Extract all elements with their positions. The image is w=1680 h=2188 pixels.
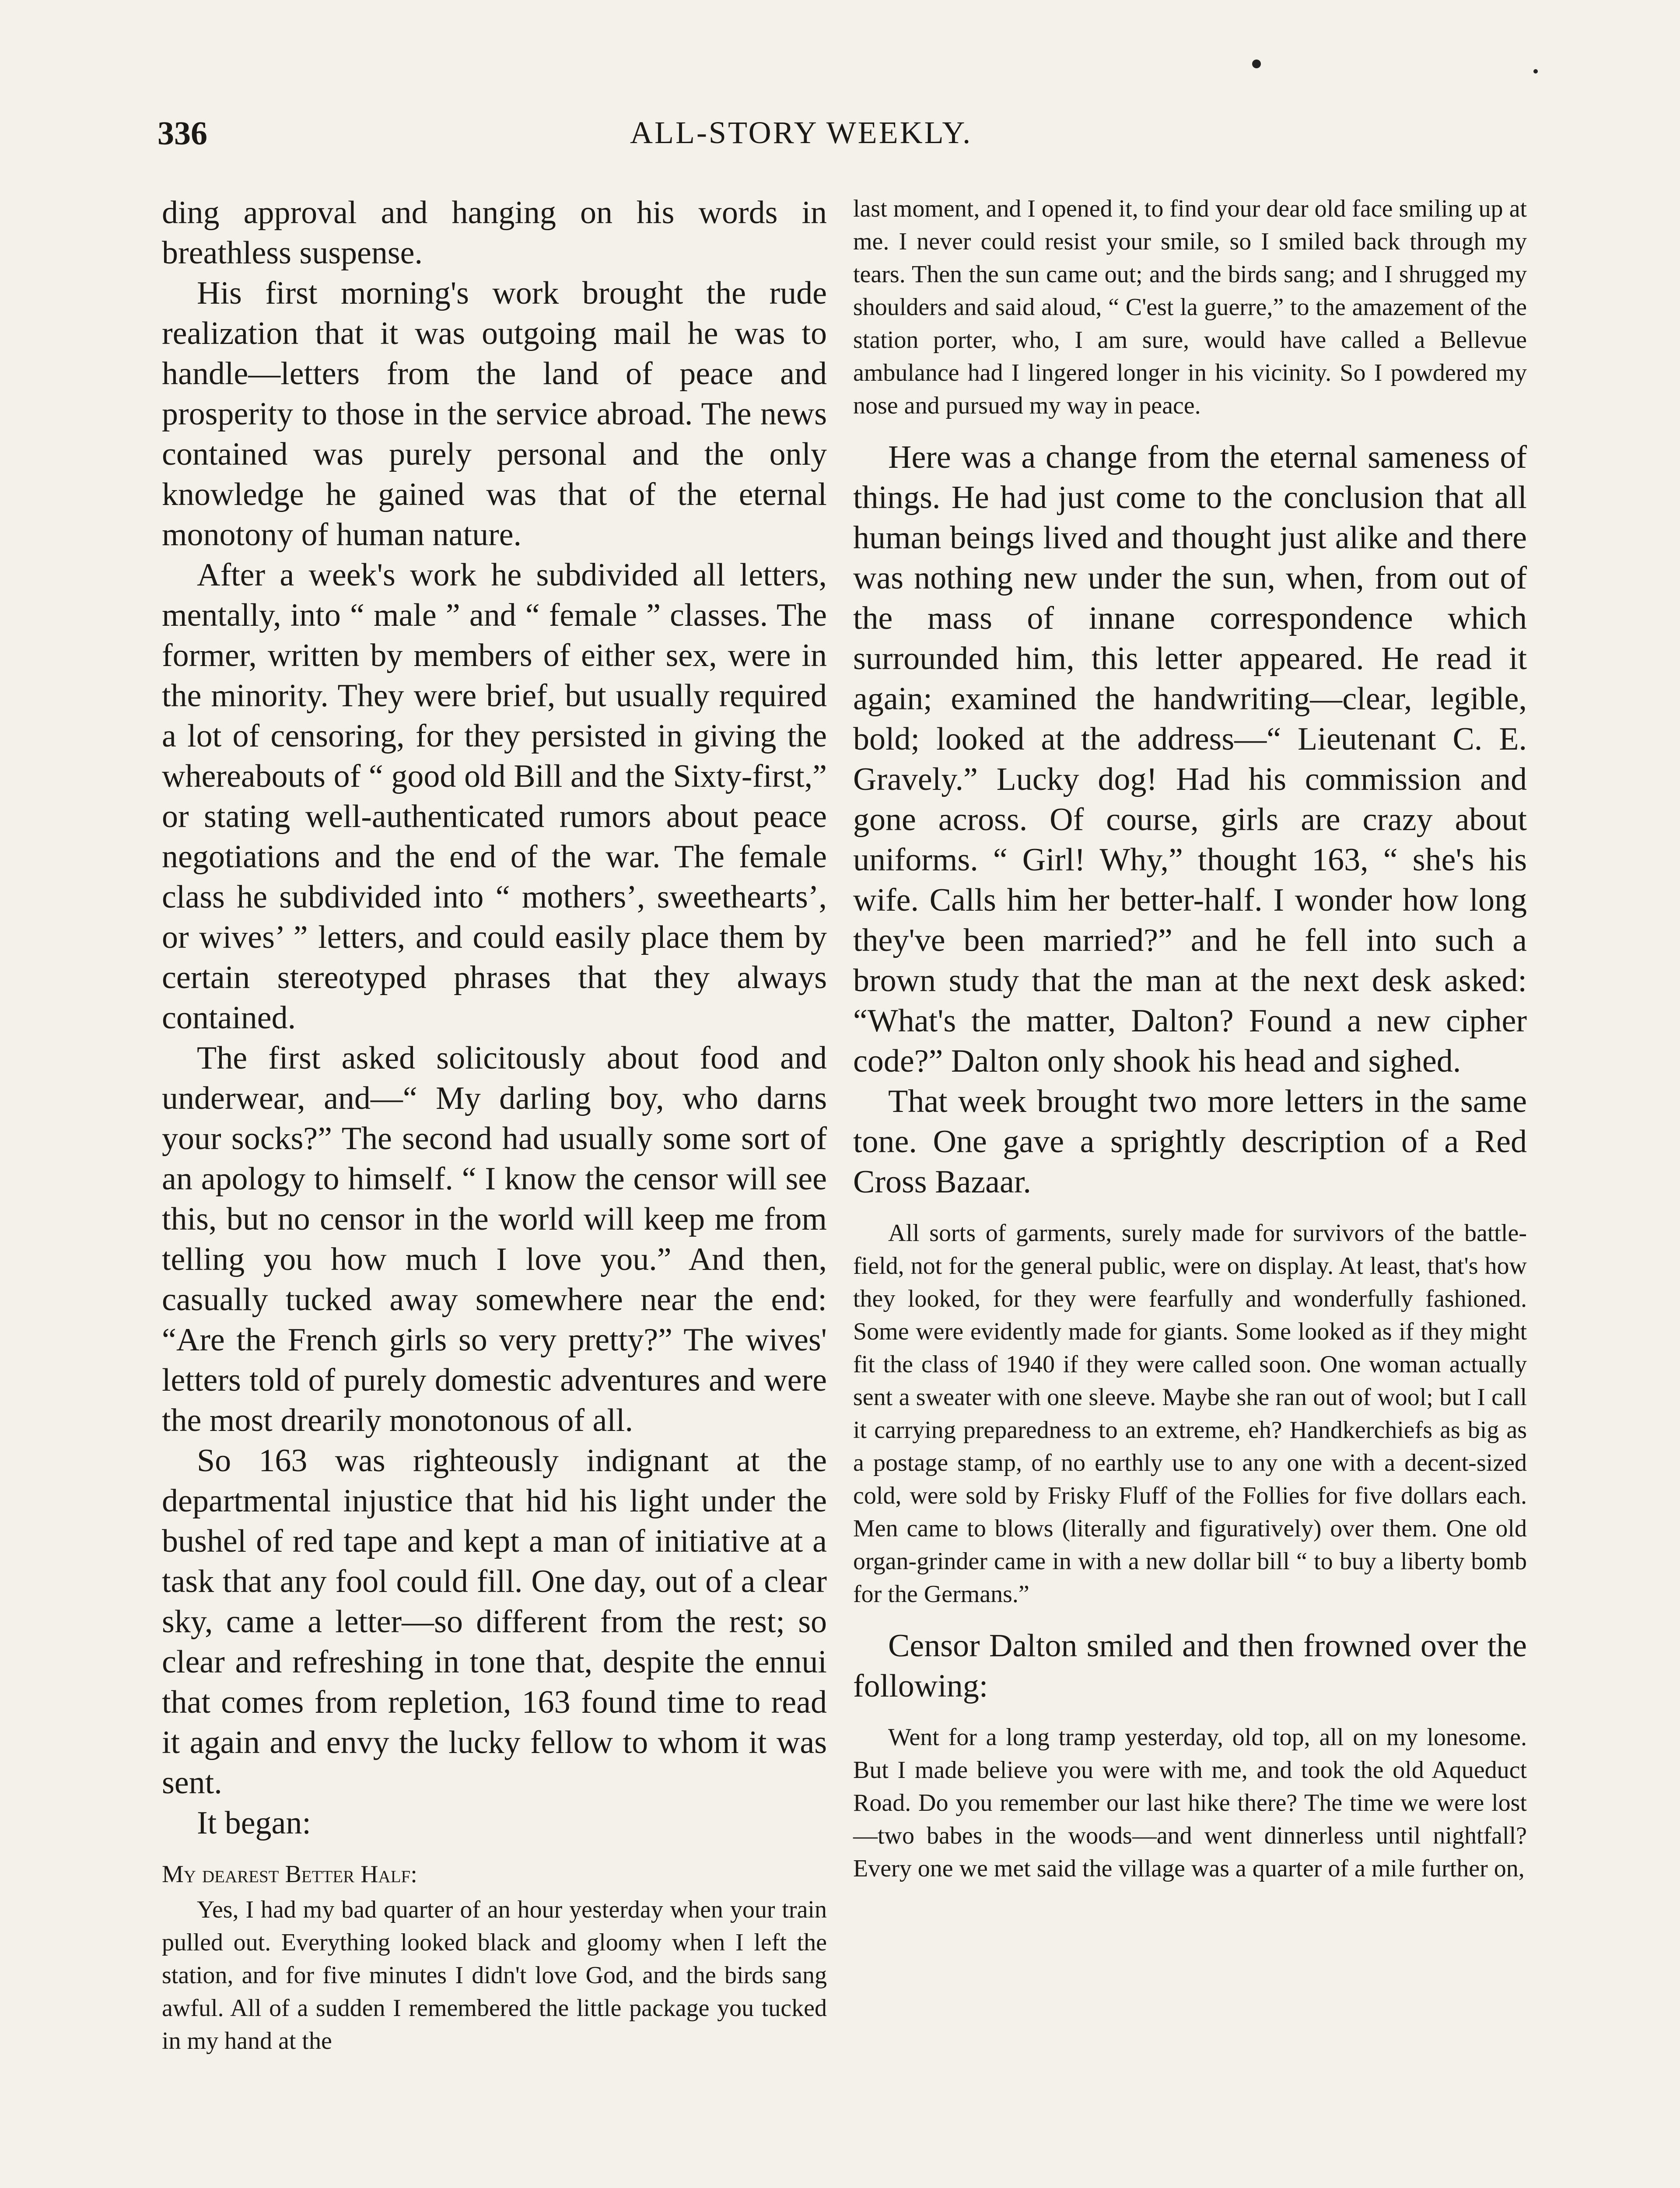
paragraph: That week brought two more letters in the same tone. One gave a sprightly description of a Red Cross Bazaar. <box>853 1083 1527 1200</box>
quoted-letter: Yes, I had my bad quarter of an hour yesterday when your train pulled out. Everything looked black and gloomy when I left the station, and for five minutes I didn't love God, and the birds sang awful. All of a sudden I remembered the little package you tucked in my hand at the <box>162 1896 827 2055</box>
paragraph: Censor Dalton smiled and then frowned over the following: <box>853 1628 1527 1704</box>
quoted-letter: last moment, and I opened it, to find your dear old face smiling up at me. I never could resist your smile, so I smiled back through my tears. Then the sun came out; and the birds sang; and I shrugged my shoulders and said aloud, “ C'est la guerre,” to the amazement of the station porter, who, I am sure, would have called a Bellevue ambulance had I lingered longer in his vicinity. So I powdered my nose and pursued my way in peace. <box>853 195 1527 419</box>
paragraph: His first morning's work brought the rude realization that it was outgoing mail he was to handle—letters from the land of peace and prosperity to those in the service abroad. The news contained was purely personal and the only knowledge he gained was that of the eternal monotony of human nature. <box>162 275 827 553</box>
left-column <box>162 193 827 2058</box>
page-header <box>158 115 1680 163</box>
quoted-letter: Went for a long tramp yesterday, old top, all on my lonesome. But I made believe you were with me, and took the old Aqueduct Road. Do you remember our last hike there? The time we were lost—two babes in the woods—and went dinnerless until nightfall? Every one we met said the village was a quarter of a mile further on, <box>853 1724 1527 1882</box>
paragraph: After a week's work he subdivided all letters, mentally, into “ male ” and “ female ” classes. The former, written by members of either sex, were in the minority. They were brief, but usually required a lot of censoring, for they persisted in giving the whereabouts of “ good old Bill and the Sixty-first,” or stating well-authenticated rumors about peace negotiations and the end of the war. The female class he subdivided into “ mothers’, sweethearts’, or wives’ ” letters, and could easily place them by certain stereotyped phrases that they always contained. <box>162 557 827 1036</box>
quoted-letter: All sorts of garments, surely made for survivors of the battle-field, not for the general public, were on display. At least, that's how they looked, for they were fearfully and wonderfully fashioned. Some were evidently made for giants. Some looked as if they might fit the class of 1940 if they were called soon. One woman actually sent a sweater with one sleeve. Maybe she ran out of wool; but I call it carrying preparedness to an extreme, eh? Handkerchiefs as big as a postage stamp, of no earthly use to any one with a decent-sized cold, were sold by Frisky Fluff of the Follies for five dollars each. Men came to blows (literally and figuratively) over them. One old organ-grinder came in with a new dollar bill “ to buy a liberty bomb for the Germans.” <box>853 1220 1527 1608</box>
paragraph: ding approval and hanging on his words in breathless suspense. <box>162 195 827 271</box>
ink-speck <box>1252 60 1261 68</box>
paragraph: So 163 was righteously indignant at the departmental injustice that hid his light under the bushel of red tape and kept a man of initiative at a task that any fool could fill. One day, out of a clear sky, came a letter—so different from the rest; so clear and refreshing in tone that, despite the ennui that comes from repletion, 163 found time to read it again and envy the lucky fellow to whom it was sent. <box>162 1443 827 1801</box>
paragraph: Here was a change from the eternal sameness of things. He had just come to the conclusion that all human beings lived and thought just alike and there was nothing new under the sun, when, from out of the mass of innane correspondence which surrounded him, this letter appeared. He read it again; examined the handwriting—clear, legible, bold; looked at the address—“ Lieutenant C. E. Gravely.” Lucky dog! Had his commission and gone across. Of course, girls are crazy about uniforms. “ Girl! Why,” thought 163, “ she's his wife. Calls him her better-half. I wonder how long they've been married?” and he fell into such a brown study that the man at the next desk asked: “What's the matter, Dalton? Found a new cipher code?” Dalton only shook his head and sighed. <box>853 439 1527 1079</box>
letter-salutation: My dearest Better Half: <box>162 1861 417 1888</box>
paragraph: It began: <box>197 1805 311 1841</box>
ink-speck <box>1533 69 1538 74</box>
paragraph: The first asked solicitously about food and underwear, and—“ My darling boy, who darns your socks?” The second had usually some sort of an apology to himself. “ I know the censor will see this, but no censor in the world will keep me from telling you how much I love you.” And then, casually tucked away somewhere near the end: “Are the French girls so very pretty?” The wives' letters told of purely domestic adventures and were the most drearily monotonous of all. <box>162 1040 827 1438</box>
right-column <box>853 193 1527 1885</box>
running-title: ALL-STORY WEEKLY. <box>630 115 973 150</box>
page-number: 336 <box>158 115 207 152</box>
